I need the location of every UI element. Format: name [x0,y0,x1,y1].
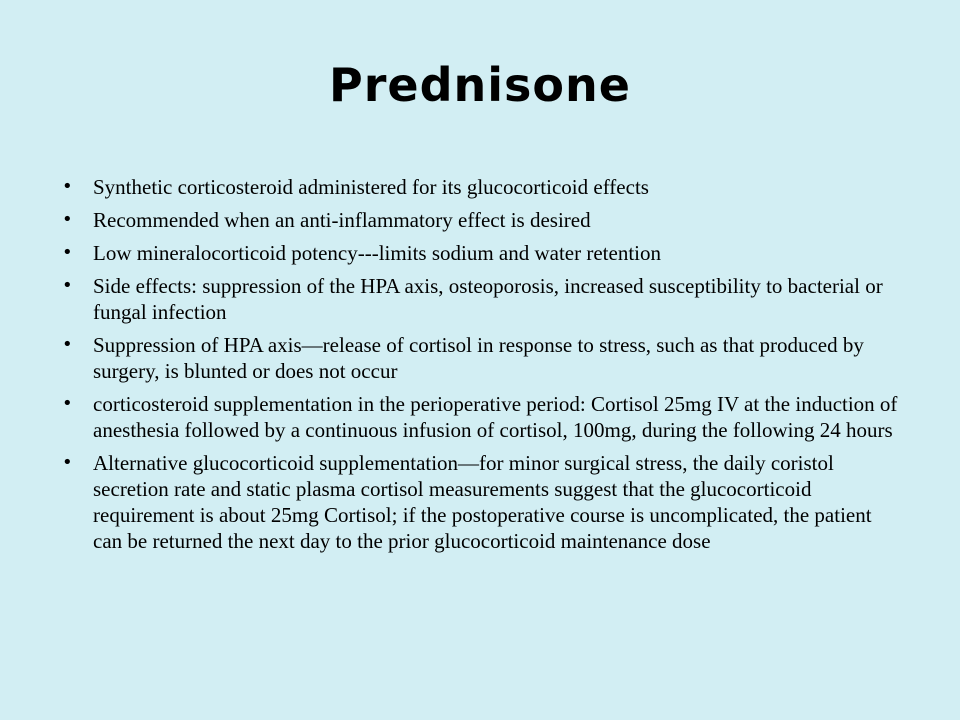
bullet-text: Side effects: suppression of the HPA axis, osteoporosis, increased susceptibility to bacterial or fungal infection [93,274,883,324]
bullet-icon: • [62,242,73,263]
bullet-text: corticosteroid supplementation in the perioperative period: Cortisol 25mg IV at the induction of anesthesia followed by a continuous infusion of cortisol, 100mg, during the following 24 hours [93,392,898,442]
bullet-icon: • [62,334,73,355]
bullet-text: Synthetic corticosteroid administered for its glucocorticoid effects [93,175,649,199]
bullet-icon: • [62,393,73,414]
bullet-item [62,273,902,325]
bullet-icon: • [62,176,73,197]
bullet-icon: • [62,209,73,230]
bullet-list [62,174,902,561]
bullet-item [62,240,902,266]
bullet-text: Suppression of HPA axis—release of cortisol in response to stress, such as that produced by surgery, is blunted or does not occur [93,333,864,383]
bullet-icon: • [62,275,73,296]
bullet-item [62,391,902,443]
bullet-item [62,174,902,200]
bullet-item [62,450,902,554]
slide-title: Prednisone [329,58,631,112]
bullet-item [62,207,902,233]
bullet-item [62,332,902,384]
bullet-text: Recommended when an anti-inflammatory effect is desired [93,208,591,232]
bullet-text: Low mineralocorticoid potency---limits sodium and water retention [93,241,662,265]
bullet-icon: • [62,452,73,473]
bullet-text: Alternative glucocorticoid supplementation—for minor surgical stress, the daily coristol secretion rate and static plasma cortisol measurements suggest that the glucocorticoid requirement is about 25mg Cortisol; if the postoperative course is uncomplicated, the patient can be returned the next day to the prior glucocorticoid maintenance dose [93,451,872,553]
